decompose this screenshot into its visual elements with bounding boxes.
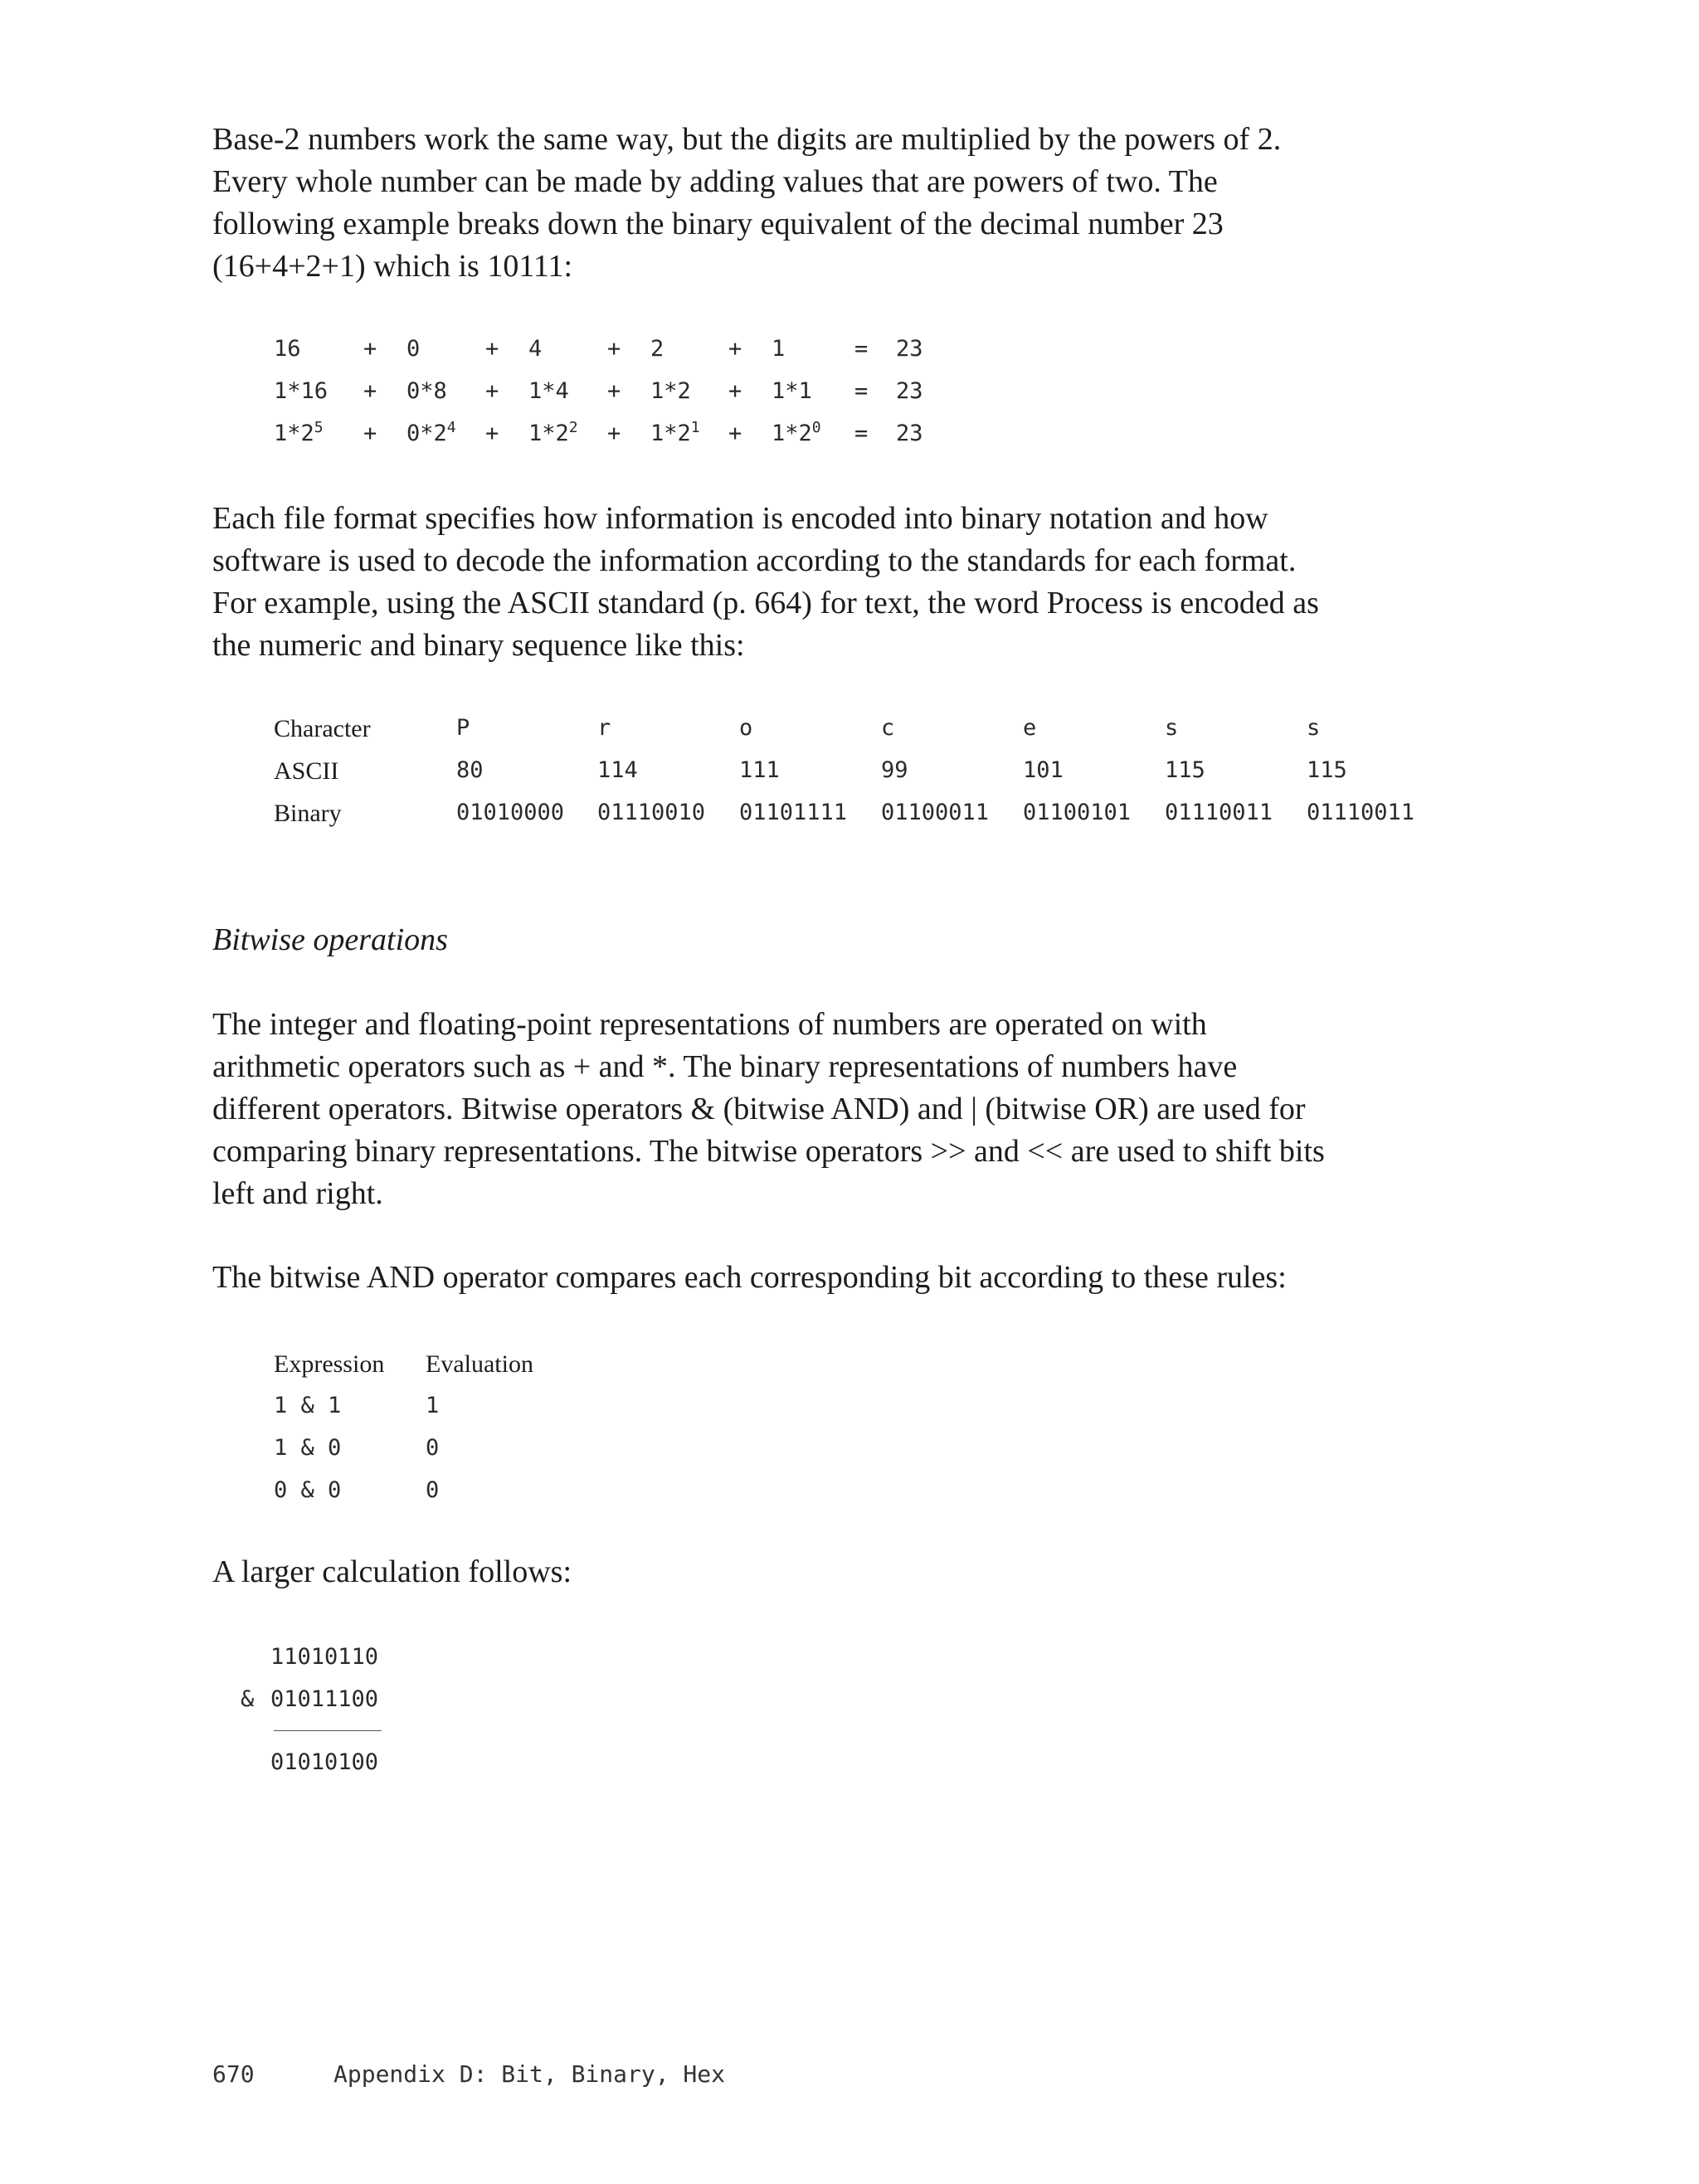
character-cell: P: [456, 715, 470, 741]
intro-line: following example breaks down the binary equivalent of the decimal number 23: [212, 207, 1224, 241]
term-cell: [528, 421, 578, 446]
operator-sign: &: [241, 1686, 255, 1712]
character-cell: c: [881, 715, 895, 741]
equals-sign: =: [854, 378, 869, 404]
term-cell: 1*1: [772, 378, 812, 404]
term-cell: 0*8: [406, 378, 447, 404]
calc-divider: [274, 1730, 382, 1731]
binary-cell: 01100101: [1023, 800, 1132, 825]
ascii-cell: 101: [1023, 757, 1064, 783]
intro-line: (16+4+2+1) which is 10111:: [212, 249, 573, 284]
file-format-line: Each file format specifies how information is encoded into binary notation and how: [212, 501, 1268, 536]
equals-sign: =: [854, 421, 869, 446]
expression-cell: 1 & 0: [274, 1435, 342, 1461]
ascii-cell: 99: [881, 757, 908, 783]
expression-cell: 1 & 1: [274, 1393, 342, 1418]
term-exponent: 4: [446, 419, 456, 436]
term-cell: [274, 421, 324, 446]
term-base: 1*2: [650, 421, 691, 446]
expression-cell: 0 & 0: [274, 1477, 342, 1503]
evaluation-header: Evaluation: [426, 1350, 533, 1378]
term-cell: 1: [772, 336, 786, 362]
equals-sign: =: [854, 336, 869, 362]
evaluation-cell: 0: [426, 1477, 440, 1503]
term-cell: 1*2: [650, 378, 691, 404]
ascii-table-row-character: [0, 715, 1699, 748]
term-exponent: 2: [568, 419, 578, 436]
plus-sign: +: [607, 378, 621, 404]
term-cell: 0: [406, 336, 421, 362]
calc-result: [0, 1749, 1699, 1783]
ascii-cell: 115: [1165, 757, 1205, 783]
bitwise-intro-line: comparing binary representations. The bitwise operators >> and << are used to shift bits: [212, 1134, 1325, 1169]
term-cell: 1*4: [528, 378, 569, 404]
row-label-ascii: ASCII: [274, 757, 339, 785]
powers-row: [0, 378, 1699, 411]
powers-row: [0, 336, 1699, 369]
ascii-cell: 80: [456, 757, 484, 783]
ascii-cell: 114: [597, 757, 638, 783]
term-exponent: 0: [811, 419, 821, 436]
plus-sign: +: [363, 421, 377, 446]
term-exponent: 1: [690, 419, 700, 436]
and-rules-line: The bitwise AND operator compares each corresponding bit according to these rules:: [212, 1260, 1287, 1295]
plus-sign: +: [485, 421, 499, 446]
term-base: 0*2: [406, 421, 447, 446]
term-base: 1*2: [772, 421, 812, 446]
plus-sign: +: [728, 336, 742, 362]
bitwise-intro-line: different operators. Bitwise operators & (bitwise AND) and | (bitwise OR) are used for: [212, 1092, 1306, 1126]
plus-sign: +: [607, 421, 621, 446]
plus-sign: +: [485, 336, 499, 362]
term-exponent: 5: [314, 419, 324, 436]
larger-calc-paragraph: [212, 1551, 1457, 1593]
term-cell: 16: [274, 336, 301, 362]
bitwise-intro-line: The integer and floating-point representations of numbers are operated on with: [212, 1007, 1207, 1042]
file-format-line: the numeric and binary sequence like this:: [212, 628, 745, 663]
result-cell: 23: [896, 378, 923, 404]
running-footer: Appendix D: Bit, Binary, Hex: [333, 2060, 726, 2088]
result-cell: 23: [896, 336, 923, 362]
binary-cell: 01101111: [739, 800, 848, 825]
page-number: 670: [212, 2060, 255, 2088]
larger-calc-line: A larger calculation follows:: [212, 1554, 572, 1589]
term-cell: [772, 421, 821, 446]
section-heading: Bitwise operations: [212, 922, 448, 957]
term-cell: 4: [528, 336, 543, 362]
plus-sign: +: [607, 336, 621, 362]
character-cell: s: [1165, 715, 1179, 741]
calc-operand-1: [0, 1644, 1699, 1677]
plus-sign: +: [363, 336, 377, 362]
intro-paragraph: [212, 119, 1457, 288]
ascii-table-row-ascii: [0, 757, 1699, 790]
operand-value: 01011100: [270, 1686, 379, 1712]
bitwise-intro-line: arithmetic operators such as + and *. The binary representations of numbers have: [212, 1049, 1238, 1084]
term-cell: [406, 421, 456, 446]
bitwise-intro-line: left and right.: [212, 1176, 383, 1211]
character-cell: e: [1023, 715, 1037, 741]
character-cell: s: [1307, 715, 1321, 741]
character-cell: o: [739, 715, 753, 741]
plus-sign: +: [728, 421, 742, 446]
and-rules-paragraph: [212, 1257, 1457, 1299]
binary-cell: 01110011: [1307, 800, 1415, 825]
row-label-binary: Binary: [274, 800, 342, 827]
and-table-row: [0, 1477, 1699, 1510]
evaluation-cell: 1: [426, 1393, 440, 1418]
plus-sign: +: [363, 378, 377, 404]
binary-cell: 01010000: [456, 800, 565, 825]
ascii-table-row-binary: [0, 800, 1699, 833]
binary-cell: 01110011: [1165, 800, 1273, 825]
result-value: 01010100: [270, 1749, 379, 1775]
powers-row: [0, 421, 1699, 454]
binary-cell: 01110010: [597, 800, 706, 825]
term-base: 1*2: [274, 421, 314, 446]
file-format-line: For example, using the ASCII standard (p. 664) for text, the word Process is encoded as: [212, 586, 1319, 620]
result-cell: 23: [896, 421, 923, 446]
ascii-cell: 111: [739, 757, 780, 783]
intro-line: Every whole number can be made by adding values that are powers of two. The: [212, 164, 1218, 199]
operand-value: 11010110: [270, 1644, 379, 1670]
row-label-character: Character: [274, 715, 371, 742]
binary-cell: 01100011: [881, 800, 990, 825]
bitwise-intro-paragraph: [212, 1004, 1457, 1215]
term-cell: [650, 421, 700, 446]
calc-operand-2: [0, 1686, 1699, 1719]
term-cell: 1*16: [274, 378, 329, 404]
evaluation-cell: 0: [426, 1435, 440, 1461]
plus-sign: +: [728, 378, 742, 404]
term-base: 1*2: [528, 421, 569, 446]
and-table-header: [0, 1350, 1699, 1384]
intro-line: Base-2 numbers work the same way, but the digits are multiplied by the powers of 2.: [212, 122, 1282, 157]
and-table-row: [0, 1435, 1699, 1468]
plus-sign: +: [485, 378, 499, 404]
expression-header: Expression: [274, 1350, 385, 1378]
ascii-cell: 115: [1307, 757, 1347, 783]
character-cell: r: [597, 715, 611, 741]
and-table-row: [0, 1393, 1699, 1426]
file-format-line: software is used to decode the information according to the standards for each format.: [212, 543, 1297, 578]
file-format-paragraph: [212, 498, 1457, 667]
term-cell: 2: [650, 336, 665, 362]
